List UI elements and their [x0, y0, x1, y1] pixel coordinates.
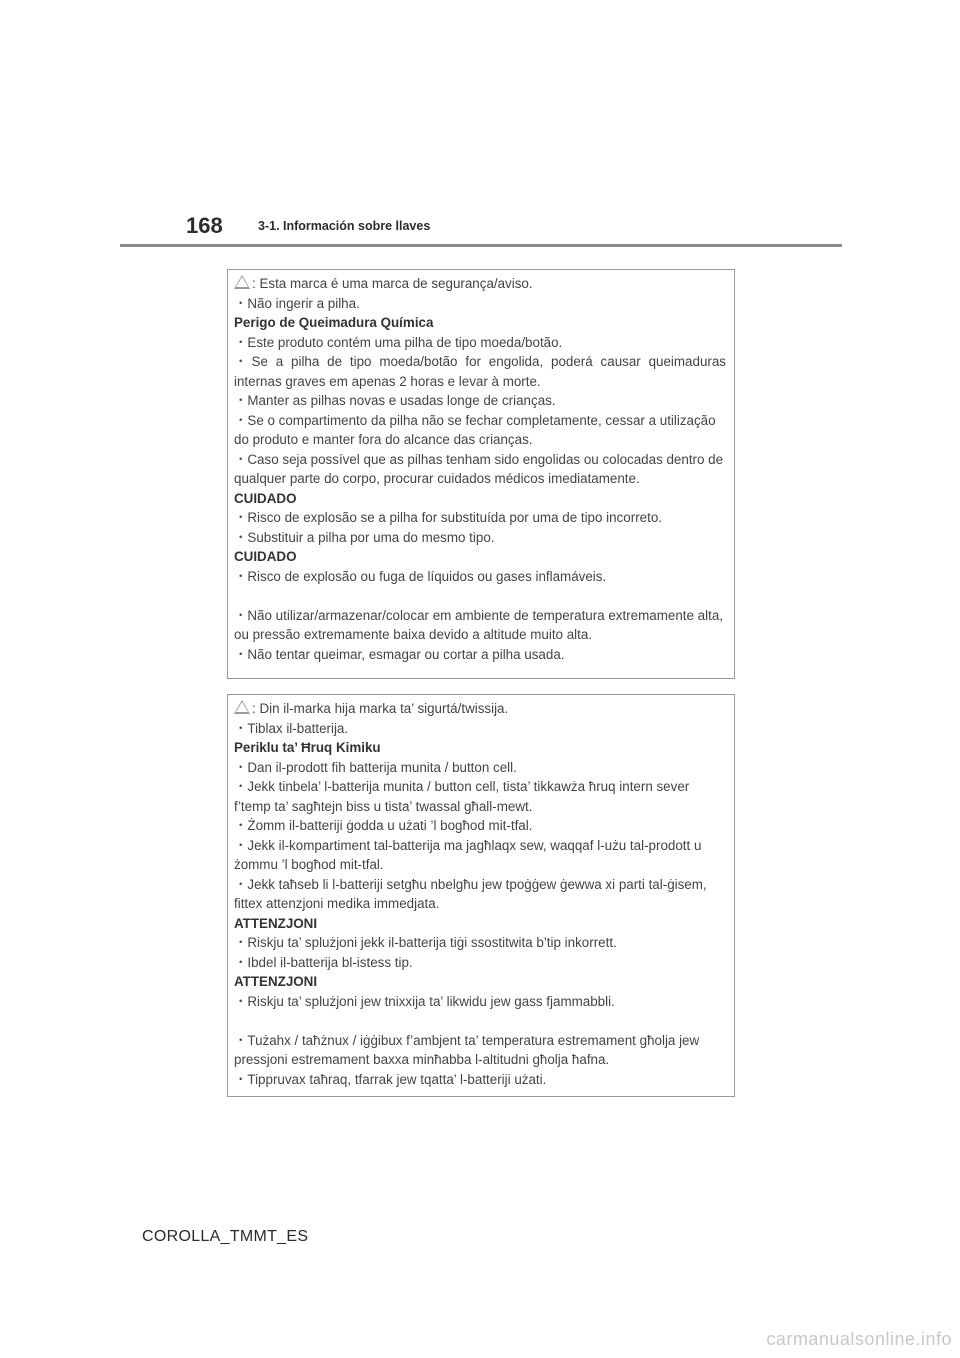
warning-heading: [234, 914, 734, 934]
line-text: : Din il-marka hija marka ta’ sigurtá/twissija.: [252, 701, 509, 716]
line-text: internas graves em apenas 2 horas e levar à morte.: [234, 373, 541, 389]
line-text: Perigo de Queimadura Química: [234, 315, 434, 330]
warning-text-line: [234, 699, 734, 719]
line-text: pressjoni estremament baxxa minħabba l-altitudni għolja ħafna.: [234, 1052, 610, 1067]
warning-heading: [234, 738, 734, 758]
warning-text-line: [234, 528, 734, 548]
line-text: ATTENZJONI: [234, 974, 318, 989]
warning-text-line: [234, 274, 734, 294]
warning-text-line: [234, 777, 734, 797]
blank-line: [234, 586, 734, 606]
warning-text-line: [234, 933, 734, 953]
line-text: ・Não utilizar/armazenar/colocar em ambiente de temperatura extremamente alta,: [234, 607, 723, 623]
warning-box-maltese: [227, 694, 735, 1097]
line-text: qualquer parte do corpo, procurar cuidados médicos imediatamente.: [234, 471, 640, 486]
warning-text-line: [234, 333, 734, 353]
warning-text-line: [234, 1031, 734, 1051]
warning-text-line: [234, 1050, 734, 1070]
warning-box-portuguese: [227, 269, 735, 679]
warning-text-line: [234, 352, 734, 372]
warning-text-line: [234, 411, 734, 431]
line-text: ・Manter as pilhas novas e usadas longe de crianças.: [234, 393, 556, 408]
warning-heading: [234, 489, 734, 509]
warning-text-line: [234, 430, 734, 450]
line-text: ・Não ingerir a pilha.: [234, 295, 360, 311]
line-text: ・Risco de explosão se a pilha for substituída por uma de tipo incorreto.: [234, 510, 662, 525]
line-text: ・Tużahx / taħżnux / iġġibux f’ambjent ta’ temperatura estremament għolja jew: [234, 1032, 700, 1048]
line-text: ou pressão extremamente baixa devido a altitude muito alta.: [234, 627, 593, 642]
warning-text-line: [234, 391, 734, 411]
warning-text-line: [234, 836, 734, 856]
line-text: żommu ’l bogħod mit-tfal.: [234, 857, 384, 872]
warning-text-line: [234, 294, 734, 314]
header-divider: [120, 244, 842, 247]
line-text: CUIDADO: [234, 549, 297, 564]
line-text: ・Tippruvax taħraq, tfarrak jew tqatta’ l-batteriji użati.: [234, 1071, 547, 1087]
line-text: ・Żomm il-batteriji ġodda u użati ’l bogħod mit-tfal.: [234, 818, 533, 833]
warning-text-line: [234, 875, 734, 895]
warning-text-line: [234, 606, 734, 626]
warning-heading: [234, 972, 734, 992]
warning-triangle-icon: [234, 275, 250, 289]
warning-triangle-icon: [234, 700, 250, 714]
warning-text-line: [234, 1070, 734, 1090]
line-text: ・Não tentar queimar, esmagar ou cortar a pilha usada.: [234, 646, 565, 662]
warning-text-line: [234, 372, 734, 392]
line-text: ・Substituir a pilha por uma do mesmo tipo.: [234, 529, 495, 545]
warning-text-line: [234, 625, 734, 645]
line-text: ・Se o compartimento da pilha não se fechar completamente, cessar a utilização: [234, 412, 716, 428]
line-text: Periklu ta’ Ħruq Kimiku: [234, 740, 381, 755]
line-text: ・Tiblax il-batterija.: [234, 720, 349, 736]
blank-line: [234, 1011, 734, 1031]
warning-text-line: [234, 719, 734, 739]
warning-text-line: [234, 450, 734, 470]
warning-text-line: [234, 508, 734, 528]
warning-heading: [234, 547, 734, 567]
warning-text-line: [234, 645, 734, 665]
warning-text-line: [234, 567, 734, 587]
model-code: COROLLA_TMMT_ES: [142, 1228, 309, 1245]
line-text: ・Se a pilha de tipo moeda/botão for engolida, poderá causar queimaduras: [234, 354, 726, 369]
line-text: ・Riskju ta’ splużjoni jew tnixxija ta’ likwidu jew gass fjammabbli.: [234, 993, 615, 1009]
watermark: carmanualsonline.info: [766, 1329, 952, 1349]
line-text: CUIDADO: [234, 490, 297, 506]
line-text: ・Ibdel il-batterija bl-istess tip.: [234, 954, 413, 970]
line-text: ・Este produto contém uma pilha de tipo moeda/botão.: [234, 334, 563, 350]
warning-heading: [234, 313, 734, 333]
line-text: ・Risco de explosão ou fuga de líquidos ou gases inflamáveis.: [234, 568, 607, 584]
line-text: ・Riskju ta’ splużjoni jekk il-batterija tiġi ssostitwita b’tip inkorrett.: [234, 935, 617, 950]
warning-text-line: [234, 469, 734, 489]
warning-text-line: [234, 953, 734, 973]
line-text: ・Dan il-prodott fih batterija munita / button cell.: [234, 759, 517, 775]
line-text: do produto e manter fora do alcance das crianças.: [234, 432, 533, 447]
line-text: ATTENZJONI: [234, 915, 318, 931]
warning-text-line: [234, 758, 734, 778]
line-text: ・Caso seja possível que as pilhas tenham sido engolidas ou colocadas dentro de: [234, 451, 724, 467]
warning-text-line: [234, 855, 734, 875]
page-number: 168: [186, 213, 223, 238]
warning-text-line: [234, 894, 734, 914]
warning-text-line: [234, 797, 734, 817]
line-text: fittex attenzjoni medika immedjata.: [234, 896, 440, 911]
line-text: : Esta marca é uma marca de segurança/aviso.: [252, 276, 533, 291]
warning-text-line: [234, 992, 734, 1012]
line-text: f’temp ta’ sagħtejn biss u tista’ twassal għall-mewt.: [234, 798, 533, 814]
warning-text-line: [234, 816, 734, 836]
line-text: ・Jekk tinbela’ l-batterija munita / button cell, tista’ tikkawża ħruq intern sever: [234, 779, 690, 794]
line-text: ・Jekk taħseb li l-batteriji setgħu nbelgħu jew tpoġġew ġewwa xi parti tal-ġisem,: [234, 876, 707, 892]
line-text: ・Jekk il-kompartiment tal-batterija ma jagħlaqx sew, waqqaf l-użu tal-prodott u: [234, 837, 702, 853]
section-title: 3-1. Información sobre llaves: [258, 219, 431, 233]
